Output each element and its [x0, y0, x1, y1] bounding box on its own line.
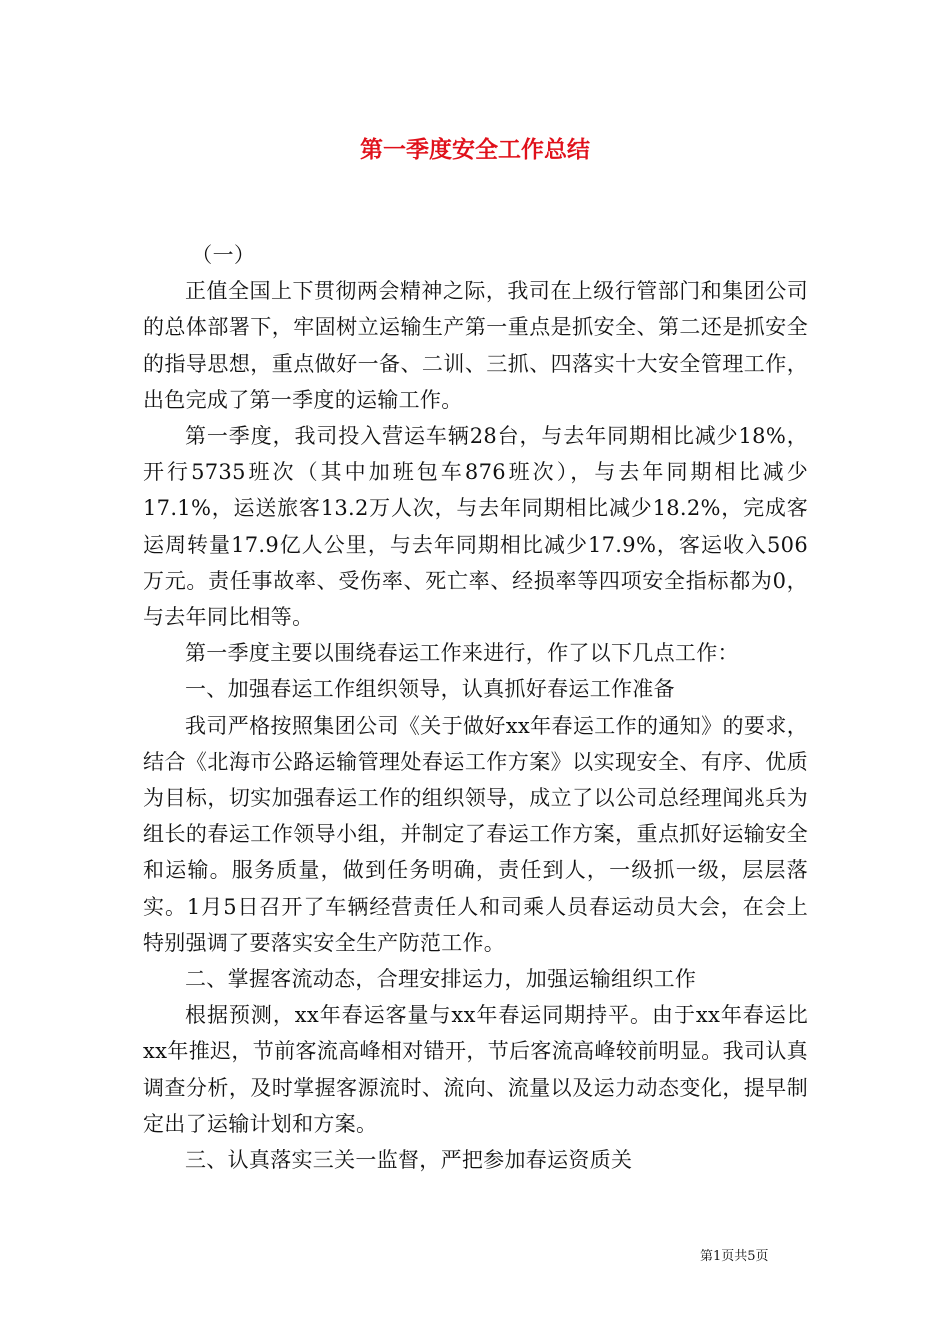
- paragraph-overview: 第一季度主要以围绕春运工作来进行，作了以下几点工作：: [185, 641, 739, 666]
- page-title: 第一季度安全工作总结: [360, 137, 590, 163]
- heading-2: 二、掌握客流动态，合理安排运力，加强运输组织工作: [185, 967, 697, 992]
- heading-3: 三、认真落实三关一监督，严把参加春运资质关: [185, 1148, 633, 1173]
- page-number: 第1页共5页: [700, 1249, 769, 1264]
- paragraph-statistics: 第一季度，我司投入营运车辆28台，与去年同期相比减少18%，开行5735班次（其中加班包车876班次），与去年同期相比减少17.1%，运送旅客13.2万人次，与去年同期相比减少18.2%，完成客运周转量17.9亿人公里，与去年同期相比减少17.9%，客运收入506万元。责任事故率、受伤率、死亡率、经损率等四项安全指标都为0，与去年同比相等。: [143, 424, 808, 630]
- paragraph-section-1: 我司严格按照集团公司《关于做好xx年春运工作的通知》的要求，结合《北海市公路运输管理处春运工作方案》以实现安全、有序、优质为目标，切实加强春运工作的组织领导，成立了以公司总经理闻兆兵为组长的春运工作领导小组，并制定了春运工作方案，重点抓好运输安全和运输。服务质量，做到任务明确，责任到人，一级抓一级，层层落实。1月5日召开了车辆经营责任人和司乘人员春运动员大会，在会上特别强调了要落实安全生产防范工作。: [143, 713, 808, 955]
- paragraph-section-2: 根据预测，xx年春运客量与xx年春运同期持平。由于xx年春运比xx年推迟，节前客流高峰相对错开，节后客流高峰较前明显。我司认真调查分析，及时掌握客源流时、流向、流量以及运力动态变化，提早制定出了运输计划和方案。: [143, 1003, 808, 1136]
- document-body: [143, 237, 808, 1178]
- heading-1: 一、加强春运工作组织领导，认真抓好春运工作准备: [185, 677, 675, 702]
- section-marker: （一）: [191, 243, 256, 267]
- paragraph-intro: 正值全国上下贯彻两会精神之际，我司在上级行管部门和集团公司的总体部署下，牢固树立运输生产第一重点是抓安全、第二还是抓安全的指导思想，重点做好一备、二训、三抓、四落实十大安全管理工作，出色完成了第一季度的运输工作。: [143, 279, 808, 412]
